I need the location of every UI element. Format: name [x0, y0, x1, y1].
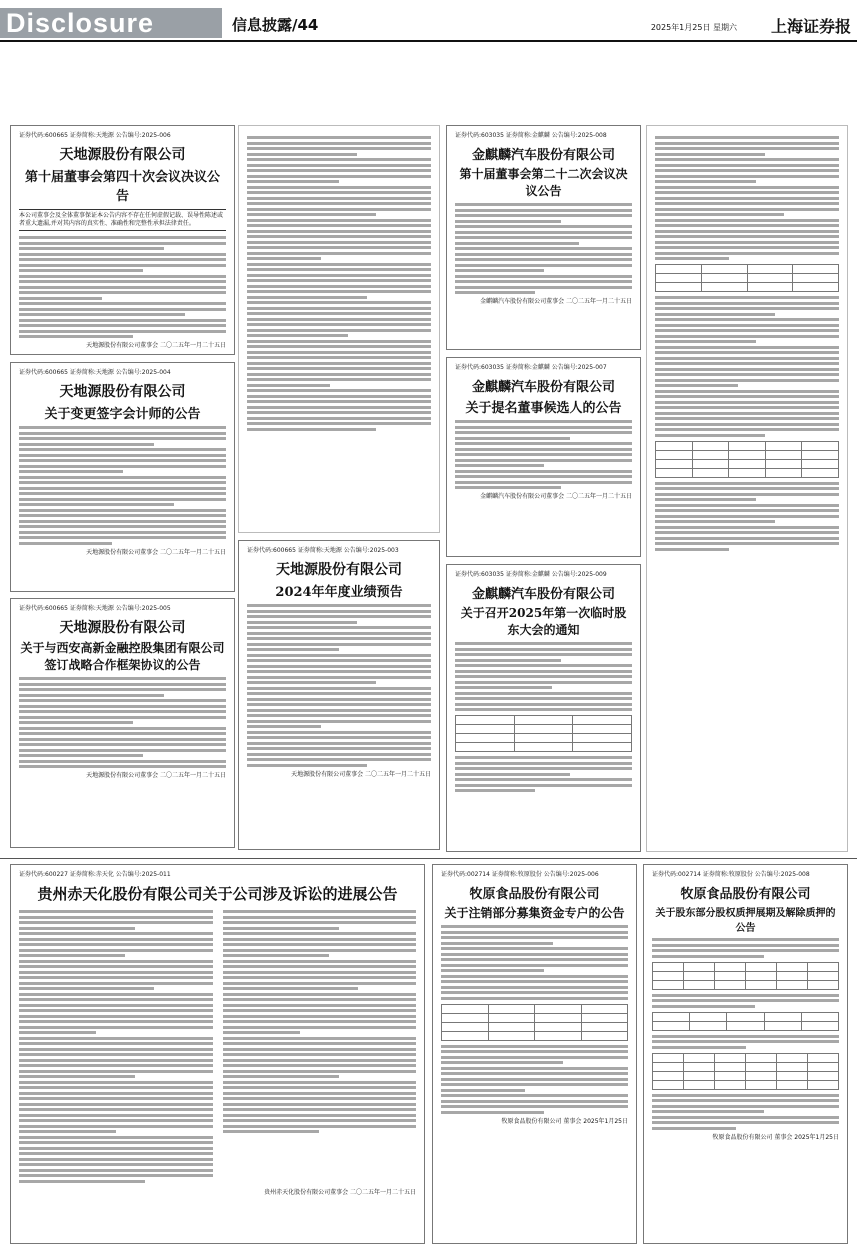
section-divider [0, 858, 857, 859]
ad-title: 牧原食品股份有限公司 [469, 887, 600, 902]
ad-body-2 [652, 994, 839, 1008]
vote-table [655, 441, 839, 478]
ad-title: 天地源股份有限公司 [59, 147, 186, 163]
ad-muyuan-pledge [643, 864, 848, 1244]
ad-body-4 [652, 1094, 839, 1130]
ad-signature: 天地源股份有限公司董事会 二〇二五年一月二十五日 [86, 772, 226, 779]
ad-code: 证券代码:002714 证券简称:牧原股份 公告编号:2025-008 [652, 871, 810, 878]
ad-subtitle: 关于与西安高新金融控股集团有限公司签订战略合作框架协议的公告 [20, 641, 225, 672]
paper-name: 上海证券报 [770, 17, 851, 36]
masthead [0, 0, 857, 40]
ad-tianrui-annual-forecast [238, 540, 440, 850]
ad-guizhou-litigation [10, 864, 425, 1244]
ad-muyuan-account-cancellation [432, 864, 637, 1244]
account-table [441, 1004, 628, 1041]
proposal-table [455, 715, 632, 752]
ad-body [652, 938, 839, 958]
ad-body [19, 426, 226, 545]
ad-signature: 贵州赤天化股份有限公司董事会 二〇二五年一月二十五日 [264, 1189, 416, 1196]
ad-title: 金麒麟汽车股份有限公司 [471, 148, 615, 163]
ad-code: 证券代码:600665 证券简称:天地源 公告编号:2025-003 [247, 547, 399, 554]
ad-title: 金麒麟汽车股份有限公司 [471, 587, 615, 602]
ad-body [455, 420, 632, 489]
ad-subtitle: 关于召开2025年第一次临时股东大会的通知 [460, 606, 627, 637]
ad-signature: 天地源股份有限公司董事会 二〇二五年一月二十五日 [86, 342, 226, 349]
ad-code: 证券代码:002714 证券简称:牧原股份 公告编号:2025-006 [441, 871, 599, 878]
ad-title: 天地源股份有限公司 [59, 384, 186, 400]
ad-title: 金麒麟汽车股份有限公司 [471, 380, 615, 395]
ad-subtitle: 关于注销部分募集资金专户的公告 [444, 906, 625, 920]
ad-subtitle: 第十届董事会第二十二次会议决议公告 [459, 167, 628, 198]
ad-code: 证券代码:600665 证券简称:天地源 公告编号:2025-004 [19, 369, 171, 376]
release-table [652, 1012, 839, 1031]
ad-code: 证券代码:600665 证券简称:天地源 公告编号:2025-005 [19, 605, 171, 612]
ad-body-2 [455, 756, 632, 792]
issue-date: 2025年1月25日 星期六 [650, 23, 737, 32]
ad-code: 证券代码:603035 证券简称:金麒麟 公告编号:2025-008 [455, 132, 607, 139]
ad-code: 证券代码:603035 证券简称:金麒麟 公告编号:2025-009 [455, 571, 607, 578]
ad-body [19, 677, 226, 768]
ad-jinqilin-shareholders-meeting [446, 564, 641, 852]
ad-jinqilin-director-nomination [446, 357, 641, 557]
ad-title: 贵州赤天化股份有限公司关于公司涉及诉讼的进展公告 [37, 885, 398, 903]
ad-code: 证券代码:600665 证券简称:天地源 公告编号:2025-006 [19, 132, 171, 139]
ad-signature: 牧原食品股份有限公司 董事会 2025年1月25日 [712, 1133, 839, 1141]
ad-title: 天地源股份有限公司 [59, 620, 186, 636]
ad-body-right [223, 910, 417, 1185]
ad-jinqilin-meeting-continuation [646, 125, 848, 852]
ad-subtitle: 2024年年度业绩预告 [275, 585, 403, 600]
ad-body [655, 136, 839, 260]
ad-signature: 天地源股份有限公司董事会 二〇二五年一月二十五日 [86, 548, 226, 556]
ad-code: 证券代码:603035 证券简称:金麒麟 公告编号:2025-007 [455, 364, 607, 371]
ad-body-3 [655, 482, 839, 551]
ad-body-left [19, 910, 213, 1185]
ad-signature: 金麒麟汽车股份有限公司董事会 二〇二五年一月二十五日 [480, 493, 632, 500]
ad-subtitle: 关于股东部分股权质押展期及解除质押的公告 [655, 908, 836, 934]
ad-code: 证券代码:600227 证券简称:赤天化 公告编号:2025-011 [19, 871, 171, 878]
ad-signature: 牧原食品股份有限公司 董事会 2025年1月25日 [501, 1117, 628, 1125]
authorization-table [655, 264, 839, 292]
ad-subtitle: 第十届董事会第四十次会议决议公告 [24, 170, 220, 204]
ad-body [455, 203, 632, 294]
ad-subtitle: 关于变更签字会计师的公告 [44, 407, 201, 422]
ad-body [455, 642, 632, 711]
ad-tianrui-continuation [238, 125, 440, 533]
ad-tianrui-board-resolution [10, 125, 235, 355]
ad-signature: 天地源股份有限公司董事会 二〇二五年一月二十五日 [291, 770, 431, 778]
shareholding-table [652, 1053, 839, 1090]
ad-notice: 本公司董事会及全体董事保证本公告内容不存在任何虚假记载、误导性陈述或者重大遗漏,并对其内容的真实性、准确性和完整性承担法律责任。 [19, 209, 226, 231]
brand-logo: Disclosure [0, 8, 222, 38]
ad-tianrui-strategic-cooperation [10, 598, 235, 848]
ad-body-2 [441, 1045, 628, 1114]
ad-body-3 [652, 1035, 839, 1049]
ad-jinqilin-board-resolution [446, 125, 641, 350]
ad-subtitle: 关于提名董事候选人的公告 [465, 401, 622, 416]
masthead-rule [0, 40, 857, 42]
ad-title: 天地源股份有限公司 [276, 562, 402, 578]
ad-body [247, 136, 431, 431]
ad-body [441, 925, 628, 1000]
ad-title: 牧原食品股份有限公司 [680, 887, 811, 902]
ad-body-2 [655, 296, 839, 437]
ad-body [247, 604, 431, 767]
ad-signature: 金麒麟汽车股份有限公司董事会 二〇二五年一月二十五日 [480, 298, 632, 305]
ad-body [19, 236, 226, 338]
section-title: 信息披露/44 [232, 16, 319, 34]
pledge-table [652, 962, 839, 990]
ad-tianrui-accountant-change [10, 362, 235, 592]
